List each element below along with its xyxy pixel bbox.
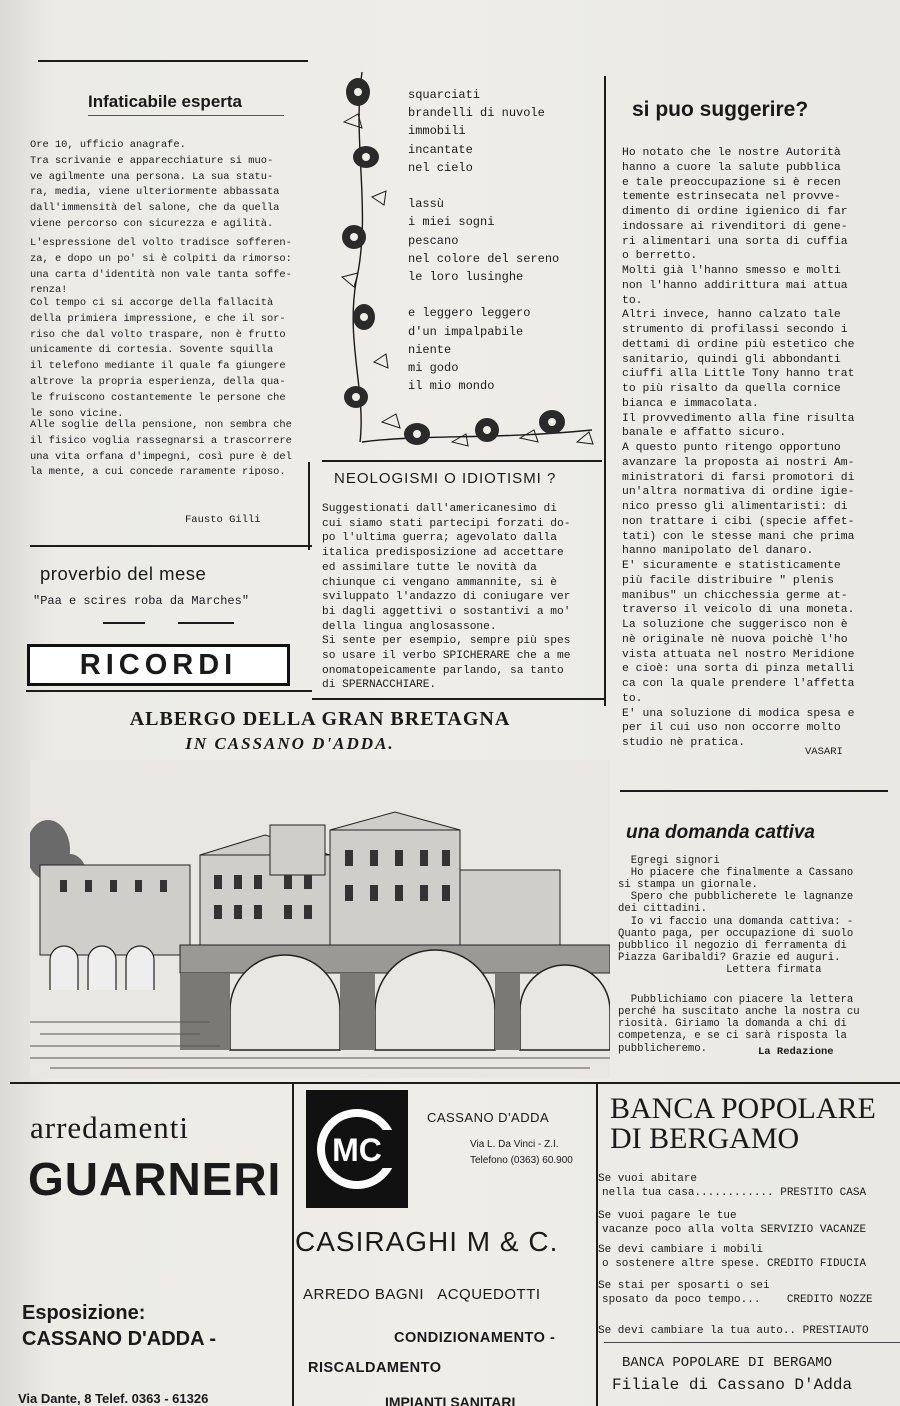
text-line: pescano — [408, 233, 459, 248]
ad-casiraghi-service: RISCALDAMENTO — [308, 1360, 442, 1376]
text-line: sviluppato l'andazzo di coniugare ver — [322, 591, 571, 604]
article-title: si puo suggerire? — [632, 98, 809, 121]
text-line: tati) con le stesse mani che prima — [622, 530, 855, 543]
text-line: brandelli di nuvole — [408, 106, 545, 121]
text-line: altrove la propria esperienza, della qua- — [30, 376, 286, 388]
ad-banca-title: BANCA POPOLARE DI BERGAMO — [610, 1092, 876, 1155]
text-line: dall'immensità del salone, che da quella — [30, 202, 280, 215]
text-line: e cioè: una sorta di pinza metalli — [622, 663, 855, 676]
text-line: le fruiscono costantemente le persone che — [30, 391, 286, 404]
section-rule — [30, 545, 312, 547]
text-line: nella tua casa............ PRESTITO CASA — [602, 1186, 867, 1199]
ad-banca-rule — [604, 1342, 900, 1343]
ad-casiraghi-address: Via L. Da Vinci - Z.I. — [470, 1139, 559, 1150]
text-line: lassù — [408, 197, 445, 212]
text-line: squarciati — [408, 88, 481, 102]
text-line: Quanto paga, per occupazione di suolo — [618, 927, 854, 940]
text-line: una carta d'identità non vale tanta soffe- — [30, 268, 292, 281]
text-line: della primiera impressione, e che il sor- — [30, 312, 286, 325]
text-line: L'espressione del volto tradisce sofferen- — [30, 237, 292, 249]
text-line: i miei sogni — [408, 215, 495, 230]
article-signature: VASARI — [805, 746, 843, 758]
text-line: d'un impalpabile — [408, 324, 524, 339]
text-line: avanzare la proposta ai nostri Am- — [622, 456, 855, 469]
text-line: La soluzione che suggerisco non è — [622, 619, 848, 631]
article-title: Infaticabile esperta — [88, 92, 243, 111]
text-line: Se stai per sposarti o sei — [598, 1280, 770, 1292]
text-line: vacanze poco alla volta SERVIZIO VACANZE — [602, 1223, 867, 1236]
text-line: unicamente di cortesia. Sovente squilla — [30, 344, 274, 357]
ad-guarneri-exhibition: Esposizione: — [22, 1302, 146, 1324]
text-line: si stampa un giornale. — [618, 879, 758, 892]
ad-casiraghi-town: CASSANO D'ADDA — [427, 1110, 550, 1125]
text-line: strumento di profilassi secondo i — [622, 324, 848, 336]
ad-guarneri-town: CASSANO D'ADDA - — [22, 1328, 217, 1350]
text-line: ciuffi alla Little Tony hanno trat — [622, 368, 855, 381]
section-rule — [322, 460, 602, 462]
text-line: Pubblichiamo con piacere la lettera — [618, 994, 854, 1007]
text-line: Egregi signori — [618, 855, 720, 867]
text-line: perché ha suscitato anche la nostra cu — [618, 1006, 860, 1019]
letter-title: una domanda cattiva — [626, 822, 815, 843]
text-line: hanno manipolato del danaro. — [622, 545, 814, 558]
text-line: dimento di ordine igienico di far — [622, 206, 848, 218]
text-line: Io vi faccio una domanda cattiva: - — [618, 915, 854, 928]
text-line: ed assimilare tutte le novità da — [322, 561, 537, 574]
text-line: le loro lusinghe — [408, 270, 524, 284]
section-rule — [312, 698, 606, 700]
ads-rule — [10, 1082, 900, 1084]
text-line: non l'hanno addirittura mai attua — [622, 279, 848, 292]
text-line: per il cui uso non occorre molto — [622, 722, 841, 735]
text-line: Se devi cambiare i mobili — [598, 1244, 764, 1256]
text-line: più facile distribuire " plenis — [622, 574, 834, 587]
text-line: riosità. Giriamo la domanda a chi di — [618, 1018, 847, 1031]
text-line: non trattare i cibi (specie affet- — [622, 515, 855, 528]
ad-casiraghi-services: ARREDO BAGNI ACQUEDOTTI — [303, 1286, 541, 1303]
text-line: Col tempo ci si accorge della fallacità — [30, 297, 274, 309]
text-line: Si sente per esempio, sempre più spes — [322, 635, 571, 648]
text-line: competenza, e se ci sarà risposta la — [618, 1030, 847, 1043]
text-line: onomatopeicamente parlando, sa tanto — [322, 664, 564, 677]
ad-casiraghi-name: CASIRAGHI M & C. — [295, 1226, 559, 1257]
text-line: mi godo — [408, 361, 459, 375]
text-line: riso che dal volto traspare, non è frutto — [30, 328, 286, 341]
text-line: so usare il verbo SPICHERARE che a me — [322, 650, 571, 662]
illustration-subtitle: IN CASSANO D'ADDA. — [185, 734, 395, 753]
text-line: e leggero leggero — [408, 306, 531, 321]
text-line: to. — [622, 294, 643, 307]
text-line: il fisico voglia rassegnarsi a trascorrere — [30, 434, 292, 447]
text-line: nico presso gli alimentaristi: di — [622, 501, 848, 513]
text-line: nel cielo — [408, 160, 473, 175]
text-line: Ore 10, ufficio anagrafe. — [30, 139, 186, 151]
text-line: ve agilmente una persona. La sua statu- — [30, 170, 274, 183]
ad-guarneri-name: GUARNERI — [28, 1153, 282, 1205]
proverb-text: "Paa e scires roba da Marches" — [33, 594, 250, 608]
text-line: dettami di ordine più estetico che — [622, 338, 855, 351]
ads-divider — [292, 1084, 294, 1406]
text-line: ra, media, viene ulteriormente abbassata — [30, 186, 280, 199]
text-line: Spero che pubblicherete le lagnanze — [618, 891, 854, 904]
text-line: Altri invece, hanno calzato tale — [622, 309, 841, 322]
text-line: il telefono mediante il quale fa giungere — [30, 360, 286, 373]
text-line: bi dagli aggettivi o sostantivi a mo' — [322, 605, 571, 618]
text-line: ri alimentari una sorta di cuffia — [622, 235, 848, 248]
top-rule — [38, 60, 308, 62]
text-line: e tale preoccupazione si è recen — [622, 176, 841, 189]
text-line: italica predisposizione ad accettare — [322, 547, 564, 560]
ad-casiraghi-service: CONDIZIONAMENTO - — [394, 1330, 556, 1346]
text-line: Suggestionati dall'americanesimo di — [322, 503, 557, 515]
text-line: o sostenere altre spese. CREDITO FIDUCIA — [602, 1257, 867, 1270]
ad-casiraghi-service: IMPIANTI SANITARI — [385, 1394, 516, 1406]
text-line: viene percorso con sicurezza e agilità. — [30, 218, 274, 230]
text-line: della lingua anglosassone. — [322, 620, 497, 633]
text-line: chiunque ci vengano ammannite, si è — [322, 576, 557, 589]
letter-signature: La Redazione — [758, 1046, 834, 1058]
ad-banca-branch: Filiale di Cassano D'Adda — [612, 1376, 853, 1394]
text-line: vista attuata nel nostro Meridione — [622, 648, 855, 661]
text-line: studio nè pratica. — [622, 737, 746, 749]
text-line: nè originale nè nuova poichè l'ho — [622, 633, 848, 646]
casiraghi-logo — [306, 1090, 408, 1208]
logo-letters: MC — [332, 1132, 382, 1168]
text-line: Ho notato che le nostre Autorità — [622, 147, 841, 159]
text-line: le sono vicine. — [30, 407, 124, 420]
proverb-dash — [178, 622, 234, 624]
text-line: la mente, a cui concede raramente riposo. — [30, 466, 286, 479]
ad-guarneri-line1: arredamenti — [30, 1110, 190, 1145]
text-line: Molti già l'hanno smesso e molti — [622, 265, 841, 277]
text-line: Se vuoi pagare le tue — [598, 1210, 737, 1222]
text-line: ministratori di farsi promotori di — [622, 471, 855, 484]
text-line: za, e dopo un po' si è colpiti da rimorso: — [30, 252, 292, 265]
text-line: renza! — [30, 284, 68, 297]
ad-guarneri-address: Via Dante, 8 Telef. 0363 - 61326 — [18, 1391, 209, 1406]
text-line: ca con la quale prendere l'affetta — [622, 678, 855, 690]
text-line: Se vuoi abitare — [598, 1173, 698, 1185]
article-signature: Fausto Gilli — [185, 514, 261, 526]
text-line: di SPERNACCHIARE. — [322, 679, 437, 692]
text-line: Piazza Garibaldi? Grazie ed auguri. — [618, 951, 841, 964]
text-line: niente — [408, 342, 452, 357]
hotel-engraving-image — [30, 760, 610, 1078]
proverb-dash — [103, 622, 145, 624]
text-line: Il provvedimento alla fine risulta — [622, 412, 855, 425]
text-line: temente estrinsecata nel provve- — [622, 191, 841, 204]
text-line: E' sicuramente e statisticamente — [622, 560, 841, 572]
text-line: to. — [622, 692, 643, 705]
text-line: Tra scrivanie e apparecchiature si muo- — [30, 154, 274, 167]
ad-banca-footer: BANCA POPOLARE DI BERGAMO — [622, 1355, 833, 1371]
proverb-title: proverbio del mese — [40, 563, 207, 584]
text-line: dei cittadini. — [618, 903, 708, 916]
text-line: o berretto. — [622, 250, 698, 263]
title-underline — [88, 115, 284, 116]
illustration-title: ALBERGO DELLA GRAN BRETAGNA — [129, 708, 511, 730]
text-line: po l'ultima guerra; agevolato dalla — [322, 532, 557, 545]
text-line: to più risalto da quella cornice — [622, 383, 841, 395]
text-line: un'altra normativa di ordine igie- — [622, 486, 855, 499]
text-line: pubblicheremo. — [618, 1042, 708, 1055]
text-line: bianca e immacolata. — [622, 397, 759, 410]
text-line: hanno a cuore la salute pubblica — [622, 161, 841, 174]
text-line: immobili — [408, 124, 466, 139]
text-line: Lettera firmata — [618, 963, 822, 976]
text-line: A questo punto ritengo opportuno — [622, 442, 841, 454]
text-line: manibus" un chicchessia germe at- — [622, 589, 848, 602]
text-line: E' una soluzione di modica spesa e — [622, 707, 855, 720]
text-line: pubblico il negozio di ferramenta di — [618, 939, 847, 952]
text-line: incantate — [408, 142, 473, 157]
text-line: indossare ai rivenditori di gene- — [622, 220, 848, 233]
text-line: banale e affatto sicuro. — [622, 427, 787, 440]
section-rule — [26, 690, 312, 692]
text-line: nel colore del sereno — [408, 251, 560, 266]
text-line: traverso il veicolo di una moneta. — [622, 604, 855, 617]
text-line: Alle soglie della pensione, non sembra che — [30, 419, 292, 431]
text-line: sanitario, quindi gli abbondanti — [622, 353, 841, 366]
text-line: Ho piacere che finalmente a Cassano — [618, 867, 854, 880]
text-line: sposato da poco tempo... CREDITO NOZZE — [602, 1293, 873, 1306]
text-line: Se devi cambiare la tua auto.. PRESTIAUTO — [598, 1325, 869, 1337]
text-line: cui siamo stati partecipi forzati do- — [322, 517, 571, 530]
section-rule — [620, 790, 888, 792]
text-line: una vita orfana d'impegni, così pure è del — [30, 450, 292, 463]
text-line: il mio mondo — [408, 379, 495, 394]
ad-casiraghi-phone: Telefono (0363) 60.900 — [470, 1155, 573, 1166]
ricordi-banner: RICORDI — [27, 644, 290, 686]
article-title: NEOLOGISMI O IDIOTISMI ? — [334, 470, 557, 487]
